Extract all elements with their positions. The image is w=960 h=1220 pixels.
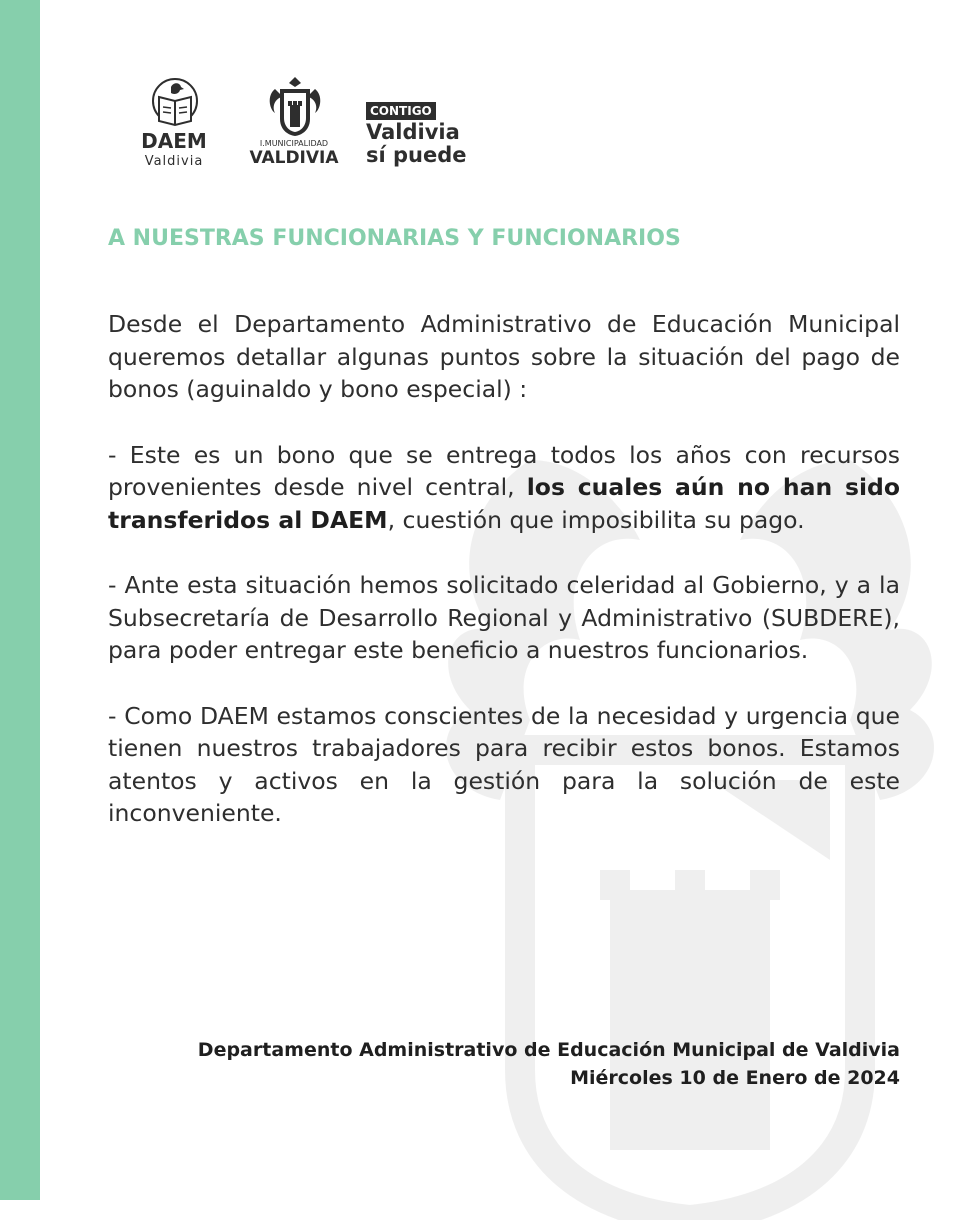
campaign-tag: CONTIGO (366, 102, 436, 120)
signature-department: Departamento Administrativo de Educación Municipal de Valdivia (197, 1039, 900, 1061)
accent-side-bar (0, 0, 40, 1200)
paragraph-funding-start: - Este es un bono que se entrega todos los años con recursos provenientes desde nivel central, (108, 440, 900, 501)
paragraph-funding-end: , cuestión que imposibilita su pago. (387, 505, 805, 534)
letter-body (108, 308, 900, 863)
signature-date: Miércoles 10 de Enero de 2024 (570, 1067, 900, 1089)
page-title: A NUESTRAS FUNCIONARIAS Y FUNCIONARIOS (108, 226, 681, 251)
daem-logo-subtext: Valdivia (144, 154, 204, 169)
logo-row (130, 75, 490, 175)
signature-block (100, 1036, 900, 1092)
daem-logo-text: DAEM (141, 129, 207, 153)
book-bird-icon (150, 77, 200, 129)
paragraph-commitment: - Como DAEM estamos conscientes de la necesidad y urgencia que tienen nuestros trabajadores para recibir estos bonos. Estamos atentos y activos en la gestión para la solución de este inconveniente. (108, 701, 900, 827)
paragraph-funding (108, 439, 900, 537)
campaign-line-2: sí puede (366, 143, 467, 167)
paragraph-funding-highlight: los cuales aún no han sido transferidos al DAEM (108, 473, 900, 534)
municipality-prefix: I.MUNICIPALIDAD (259, 139, 329, 148)
daem-logo (130, 75, 220, 175)
municipality-logo (242, 75, 352, 175)
municipality-name: VALDIVIA (249, 148, 339, 168)
intro-paragraph: Desde el Departamento Administrativo de Educación Municipal queremos detallar algunas puntos sobre la situación del pago de bonos (aguinaldo y bono especial) : (108, 310, 900, 403)
coat-of-arms-icon (265, 75, 325, 137)
paragraph-request: - Ante esta situación hemos solicitado celeridad al Gobierno, y a la Subsecretaría de Desarrollo Regional y Administrativo (SUBDERE), para poder entregar este beneficio a nuestros funcionarios. (108, 571, 900, 664)
campaign-logo (366, 75, 496, 175)
campaign-line-1: Valdivia (366, 120, 460, 144)
